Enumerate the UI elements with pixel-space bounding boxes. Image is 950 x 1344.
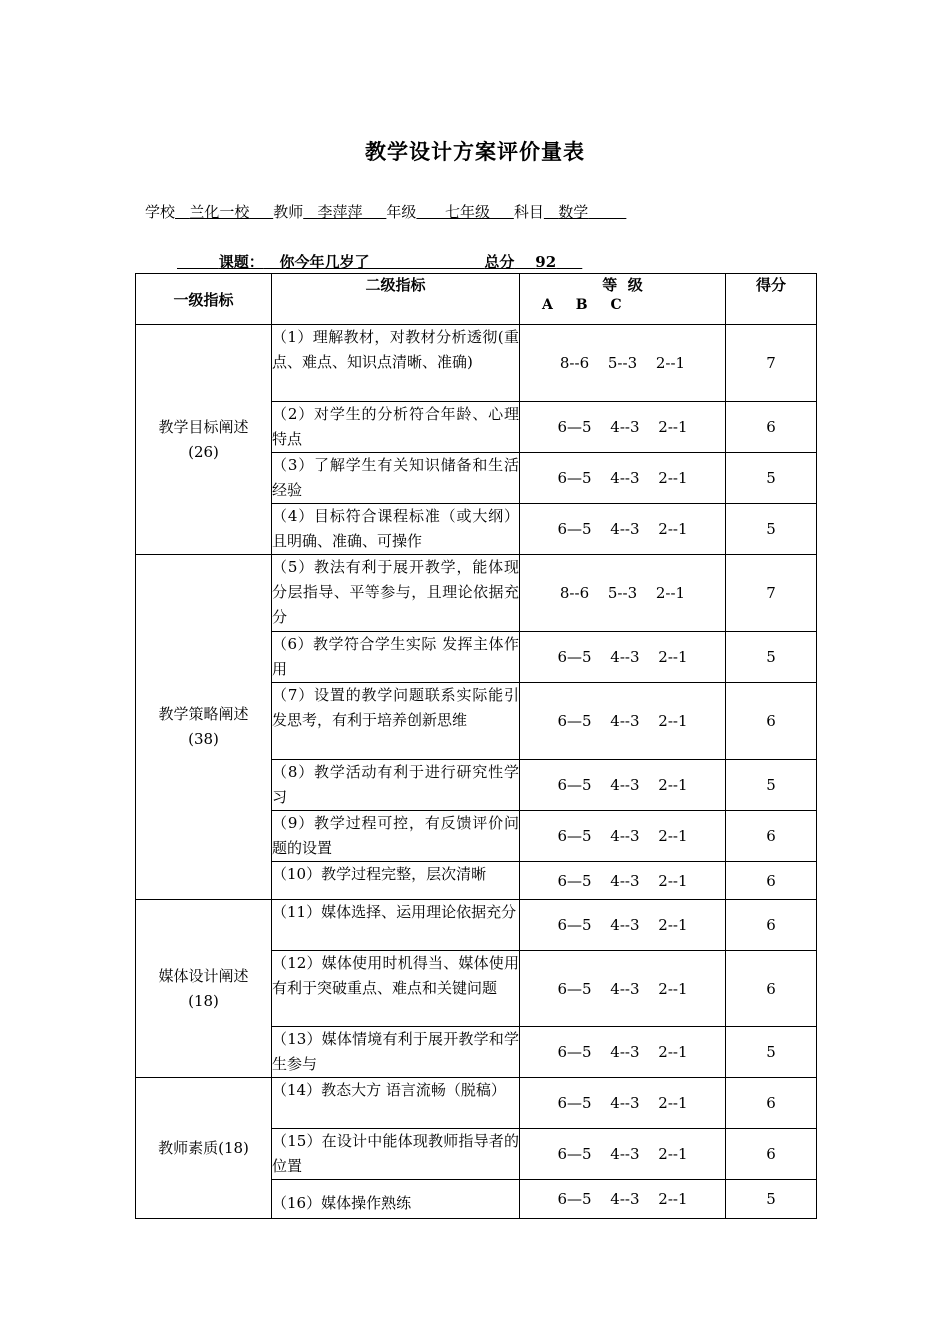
subject-label: 科目 (513, 203, 544, 221)
criterion-text: （2）对学生的分析符合年龄、心理特点 (272, 402, 520, 453)
header-level1: 一级指标 (136, 274, 272, 325)
table-row (136, 900, 817, 951)
grade-levels: 6—5 4--3 2--1 (520, 760, 726, 811)
teacher-value: 李萍萍 (317, 203, 363, 221)
criterion-text: （15）在设计中能体现教师指导者的位置 (272, 1129, 520, 1180)
header-grade-abc: A B C (542, 297, 622, 313)
score-value: 7 (726, 325, 817, 402)
grade-label: 年级 (386, 203, 417, 221)
score-value: 6 (726, 683, 817, 760)
grade-levels: 6—5 4--3 2--1 (520, 951, 726, 1027)
category-name: 教师素质(18) (158, 1138, 249, 1157)
header-grade (520, 274, 726, 325)
header-level2: 二级指标 (272, 274, 520, 325)
grade-levels: 8--6 5--3 2--1 (520, 555, 726, 632)
criterion-text: （3）了解学生有关知识储备和生活经验 (272, 453, 520, 504)
teacher-label: 教师 (273, 203, 304, 221)
category-points: (18) (188, 991, 219, 1010)
grade-levels: 6—5 4--3 2--1 (520, 1180, 726, 1219)
topic-value: 你今年几岁了 (279, 253, 370, 271)
score-value: 5 (726, 1027, 817, 1078)
score-value: 5 (726, 632, 817, 683)
table-row (136, 1078, 817, 1129)
score-value: 6 (726, 862, 817, 900)
criterion-text: （12）媒体使用时机得当、媒体使用有利于突破重点、难点和关键问题 (272, 951, 520, 1027)
category-points: (26) (188, 442, 219, 461)
grade-levels: 6—5 4--3 2--1 (520, 402, 726, 453)
score-value: 6 (726, 1078, 817, 1129)
total-value: 92 (535, 253, 557, 271)
category-cell (136, 900, 272, 1078)
grade-levels: 6—5 4--3 2--1 (520, 1129, 726, 1180)
header-score: 得分 (726, 274, 817, 325)
subject-value: 数学 (558, 203, 589, 221)
score-value: 6 (726, 811, 817, 862)
table-row (136, 325, 817, 402)
category-cell (136, 325, 272, 555)
school-value: 兰化一校 (189, 203, 250, 221)
criterion-text: （13）媒体情境有利于展开教学和学生参与 (272, 1027, 520, 1078)
score-value: 5 (726, 1180, 817, 1219)
criterion-text: （7）设置的教学问题联系实际能引发思考，有利于培养创新思维 (272, 683, 520, 760)
table-row (136, 555, 817, 632)
grade-levels: 6—5 4--3 2--1 (520, 862, 726, 900)
score-value: 5 (726, 453, 817, 504)
grade-levels: 6—5 4--3 2--1 (520, 683, 726, 760)
category-points: (38) (188, 730, 219, 748)
category-cell (136, 555, 272, 900)
page-title: 教学设计方案评价量表 (365, 139, 585, 164)
criterion-text: （14）教态大方 语言流畅（脱稿） (272, 1078, 520, 1129)
criterion-text: （10）教学过程完整，层次清晰 (272, 862, 520, 900)
criterion-text: （1）理解教材，对教材分析透彻(重点、难点、知识点清晰、准确) (272, 325, 520, 402)
grade-value: 七年级 (445, 203, 491, 221)
criterion-text: （8）教学活动有利于进行研究性学习 (272, 760, 520, 811)
header-row (136, 274, 817, 325)
score-value: 6 (726, 1129, 817, 1180)
score-value: 7 (726, 555, 817, 632)
total-label: 总分 (484, 253, 515, 271)
score-value: 6 (726, 951, 817, 1027)
criterion-text: （4）目标符合课程标准（或大纲）且明确、准确、可操作 (272, 504, 520, 555)
grade-levels: 8--6 5--3 2--1 (520, 325, 726, 402)
score-value: 6 (726, 402, 817, 453)
header-grade-label: 等 级 (602, 276, 643, 294)
school-label: 学校 (145, 203, 176, 221)
grade-levels: 6—5 4--3 2--1 (520, 811, 726, 862)
grade-levels: 6—5 4--3 2--1 (520, 1078, 726, 1129)
grade-levels: 6—5 4--3 2--1 (520, 1027, 726, 1078)
topic-label: 课题： (218, 253, 264, 271)
score-value: 5 (726, 504, 817, 555)
score-value: 6 (726, 900, 817, 951)
criterion-text: （5）教法有利于展开教学，能体现分层指导、平等参与，且理论依据充分 (272, 555, 520, 632)
category-cell (136, 1078, 272, 1219)
criterion-text: （16）媒体操作熟练 (272, 1180, 520, 1219)
criterion-text: （9）教学过程可控，有反馈评价问题的设置 (272, 811, 520, 862)
score-value: 5 (726, 760, 817, 811)
evaluation-table (135, 273, 817, 1219)
topic-line (177, 251, 582, 272)
grade-levels: 6—5 4--3 2--1 (520, 632, 726, 683)
criterion-text: （6）教学符合学生实际 发挥主体作用 (272, 632, 520, 683)
grade-levels: 6—5 4--3 2--1 (520, 504, 726, 555)
grade-levels: 6—5 4--3 2--1 (520, 453, 726, 504)
category-name: 媒体设计阐述 (158, 966, 249, 985)
criterion-text: （11）媒体选择、运用理论依据充分 (272, 900, 520, 951)
category-name: 教学目标阐述 (158, 417, 249, 436)
category-name: 教学策略阐述 (158, 705, 249, 723)
grade-levels: 6—5 4--3 2--1 (520, 900, 726, 951)
info-line (145, 201, 626, 222)
